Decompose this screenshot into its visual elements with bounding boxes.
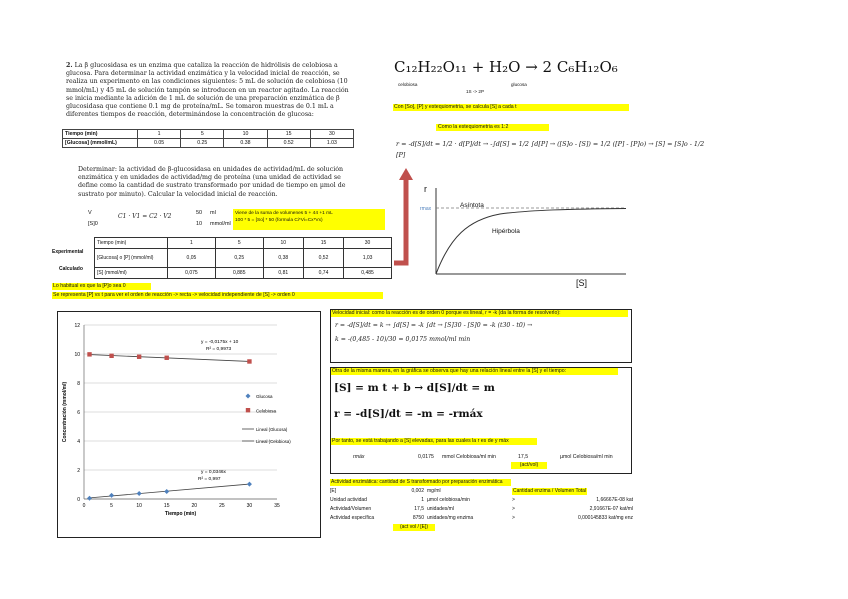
- trend-r2-celobiosa: R² = 0,9973: [206, 347, 232, 352]
- mix-note-box: [233, 209, 385, 230]
- mix-s0-label: [S]0: [88, 221, 98, 227]
- x-tick-label: 5: [110, 503, 113, 509]
- glucose-cell: 0,05: [168, 249, 216, 268]
- celobiosa-point: [165, 356, 169, 360]
- vel-inicial-hand-2: k = -(0,485 - 10)/30 = 0,0175 mmol/ml min: [335, 336, 471, 343]
- misma-eq-2: r = -d[S]/dt = -m = -rmáx: [334, 408, 483, 420]
- actividad-block: [330, 479, 635, 537]
- x-axis-title: Tiempo (min): [164, 511, 197, 517]
- problem-table-glucose-label: [Glucosa] (mmol/mL): [63, 139, 138, 148]
- mix-note-1: Viene de la suma de volumenes 5 + 44 +1 mL: [235, 211, 333, 216]
- y-tick-label: 0: [77, 497, 80, 503]
- problem-time-cell: 30: [310, 130, 353, 139]
- celobiosa-point: [87, 352, 91, 356]
- y-tick-label: 12: [74, 323, 80, 329]
- step-hand-equation: r = -d[S]/dt = 1/2 · d[P]/dt → -∫d[S] = 1/2 ∫d[P] → ([S]o - [S]) = 1/2 ([P] - [P]o) → [S] = [S]o - 1/2 [P]: [396, 140, 705, 159]
- rmax-symbol: rmáx: [353, 454, 365, 460]
- problem-glucose-cell: 0.52: [267, 139, 310, 148]
- glucosa-point: [109, 493, 114, 498]
- mm-asintota-label: Asíntota: [460, 202, 484, 209]
- data-header-cell: 10: [263, 238, 303, 249]
- problem-determine: Determinar: la actividad de β-glucosidasa en unidades de actividad/mL de solución enzimática y en unidades de actividad/mg de proteína (una unidad de actividad se define como la cantidad de sustrato transformado por unidad de tiempo en µmol de sustrato por minuto). Calcular la velocidad inicial de reacción.: [78, 166, 346, 198]
- mix-v-label: V: [88, 210, 92, 216]
- step-with-s0: Con [So], [P] y estequiometria, se calcula [S] a cada t: [393, 104, 629, 111]
- act-vol-label: (act/vol): [511, 462, 547, 469]
- trend-eq-glucosa: y = 0,0346x: [201, 470, 226, 475]
- problem-glucose-cell: 0.05: [138, 139, 181, 148]
- y-tick-label: 4: [77, 439, 80, 445]
- x-tick-label: 20: [191, 503, 198, 509]
- mm-y-label: r: [424, 184, 427, 194]
- legend-glucosa-marker: [246, 394, 251, 399]
- rmax-unit: mmol Celobiosa/ml min: [442, 454, 496, 460]
- rmax-value: 0,0175: [418, 454, 434, 460]
- mm-hiperbola-label: Hipérbola: [492, 228, 520, 235]
- problem-time-cell: 15: [267, 130, 310, 139]
- note-represent: Se representa [P] vs t para ver el orden de reacción -> recta -> velocidad independiente de [S] -> orden 0: [52, 292, 383, 299]
- concentration-chart: [58, 312, 320, 537]
- problem-text: La β glucosidasa es un enzima que cataliza la reacción de hidrólisis de celobiosa a glucosa. Para determinar la actividad enzimática y la velocidad inicial de reacción, se realiza un experimento en las condiciones siguientes: 5 mL de solución de celobiosa (10 mmol/mL) y 45 mL de solución tampón se introducen en un reactor agitado. La reacción se inicia mediante la adición de 1 mL de solución de una preparación enzimática de β glucosidasa que contiene 0.1 mg de proteína/mL. Se tomaron muestras de 0.1 mL a diferentes tiempos de reacción, determinándose la concentración de glucosa:: [66, 62, 349, 119]
- vel-inicial-box: [330, 309, 632, 363]
- x-tick-label: 0: [82, 503, 86, 509]
- act-row-value: 0,002: [411, 488, 424, 494]
- act-row-value: 17,5: [414, 506, 424, 512]
- s-cell: 0,885: [215, 268, 263, 279]
- s-row-label: [S] (mmol/ml): [95, 268, 168, 279]
- act-row-value: 8750: [412, 515, 424, 521]
- glucose-cell: 0,38: [263, 249, 303, 268]
- celobiosa-point: [247, 359, 251, 363]
- red-arrow: [392, 168, 422, 272]
- mm-rmax-label: rmax: [420, 206, 432, 212]
- reaction-glucosa: glucosa: [511, 82, 527, 87]
- glucosa-point: [164, 489, 169, 494]
- s-cell: 0,075: [168, 268, 216, 279]
- data-header-cell: 1: [168, 238, 216, 249]
- act-row-unit: unidades/mg enzima: [427, 515, 474, 521]
- act-row-value: 1: [421, 497, 424, 503]
- calculado-label: Calculado: [59, 266, 83, 272]
- rmax-unit-2: µmol Celobiosa/ml min: [560, 454, 613, 460]
- y-tick-label: 10: [74, 352, 80, 358]
- reaction-celobiosa: celobiosa: [398, 82, 418, 87]
- s-cell: 0,485: [344, 268, 392, 279]
- reaction-ratio: 1S -> 2P: [466, 89, 485, 94]
- legend-glucosa-label: Glucosa: [256, 394, 273, 399]
- act-right-value: 1,66667E-08 kat: [596, 497, 633, 503]
- glucose-cell: 1,03: [344, 249, 392, 268]
- act-row-unit: µmol celobiosa/min: [427, 497, 470, 503]
- glucose-cell: 0,52: [303, 249, 343, 268]
- legend-celobiosa-label: Celobiosa: [256, 408, 277, 414]
- act-right-label: >: [512, 506, 515, 512]
- data-table: [94, 237, 392, 279]
- mix-block: [88, 209, 233, 233]
- y-tick-label: 6: [77, 410, 80, 416]
- act-row-label: Unidad actividad: [330, 497, 367, 503]
- celobiosa-point: [109, 354, 113, 358]
- misma-box: [330, 367, 632, 474]
- act-row-label: Actividad específica: [330, 515, 375, 521]
- act-right-label: Cantidad enzima / Volumen Total: [513, 488, 587, 494]
- mix-v-value: 50: [196, 210, 203, 216]
- act-right-value: 0,000145833 kat/mg enz: [577, 515, 633, 521]
- chart-frame: [57, 311, 321, 538]
- mix-v-unit: ml: [210, 210, 216, 216]
- data-header-time: Tiempo (min): [95, 238, 168, 249]
- data-header-cell: 15: [303, 238, 343, 249]
- x-tick-label: 25: [219, 503, 225, 509]
- legend-celobiosa-marker: [246, 408, 250, 412]
- legend-trend-celobiosa-label: Lineal (Celobiosa): [256, 439, 291, 444]
- misma-conclusion: Por tanto, se está trabajando a [S] elevadas, para las cuales la r es de y máx: [331, 438, 537, 445]
- act-right-label: >: [512, 515, 515, 521]
- problem-time-cell: 1: [138, 130, 181, 139]
- y-axis-title: Concentración (mmol/ml): [62, 381, 68, 443]
- note-habitual: Lo habitual es que la [P]o sea 0: [52, 283, 151, 290]
- problem-table: [62, 129, 354, 148]
- mix-note-2: 100 * 5 = [So] * 50 (formula Ci*Vi=Cx*Vx): [235, 218, 323, 223]
- act-row-unit: unidades/ml: [427, 506, 454, 512]
- act-row-unit: mg/ml: [427, 488, 441, 494]
- trend-r2-glucosa: R² = 0,997: [198, 477, 221, 482]
- mm-sketch: [420, 182, 628, 292]
- problem-table-time-label: Tiempo (min): [63, 130, 138, 139]
- problem-glucose-cell: 1.03: [310, 139, 353, 148]
- celobiosa-point: [137, 355, 141, 359]
- vel-inicial-hand-1: r = -d[S]/dt = k → ∫d[S] = -k ∫dt → [S]30 - [S]0 = -k (t30 - t0) →: [335, 322, 533, 329]
- y-tick-label: 2: [77, 468, 80, 474]
- mix-s0-value: 10: [196, 221, 203, 227]
- step-stoich: Como la estequiometria es 1:2: [436, 124, 549, 131]
- reaction-equation: C₁₂H₂₂O₁₁ + H₂O → 2 C₆H₁₂O₆: [394, 58, 618, 76]
- y-tick-label: 8: [77, 381, 80, 387]
- experimental-label: Experimental: [52, 249, 84, 255]
- act-right-value: 2,91667E-07 kat/ml: [589, 506, 633, 512]
- glucosa-point: [137, 491, 142, 496]
- x-tick-label: 15: [163, 503, 170, 509]
- vel-inicial-title: Velocidad inicial: como la reacción es de orden 0 porque es lineal, r = -k (da la forma de resolverlo):: [331, 310, 628, 317]
- glucosa-point: [247, 482, 252, 487]
- misma-eq-1: [S] = m t + b → d[S]/dt = m: [334, 382, 495, 394]
- s-cell: 0,81: [263, 268, 303, 279]
- mix-formula: C1 · V1 = C2 · V2: [118, 213, 172, 220]
- data-header-cell: 30: [344, 238, 392, 249]
- s-cell: 0,74: [303, 268, 343, 279]
- act-e-label: (act vol / [E]): [393, 524, 435, 531]
- legend-trend-glucosa-label: Lineal (Glucosa): [256, 427, 288, 432]
- misma-title: Otra de la misma manera, en la gráfica se observa que hay una relación lineal entre la [S] y el tiempo:: [331, 368, 618, 375]
- glucosa-point: [87, 496, 92, 501]
- problem-time-cell: 10: [224, 130, 267, 139]
- act-row-label: [E]: [330, 488, 337, 494]
- mm-x-label: [S]: [576, 278, 588, 288]
- glucose-cell: 0,25: [215, 249, 263, 268]
- act-right-label: >: [512, 497, 515, 503]
- problem-glucose-cell: 0.25: [181, 139, 224, 148]
- trend-eq-celobiosa: y = -0,0175x + 10: [201, 340, 239, 345]
- problem-glucose-cell: 0.38: [224, 139, 267, 148]
- x-tick-label: 30: [246, 503, 253, 509]
- act-row-label: Actividad/Volumen: [330, 506, 372, 512]
- mix-s0-unit: mmol/ml: [210, 221, 231, 227]
- actividad-title: Actividad enzimática: cantidad de S transformado por preparación enzimática: [330, 479, 511, 486]
- x-tick-label: 10: [136, 503, 142, 509]
- x-tick-label: 35: [274, 503, 280, 509]
- rmax-value-2: 17,5: [518, 454, 529, 460]
- problem-time-cell: 5: [181, 130, 224, 139]
- mm-sketch-svg: [420, 182, 628, 292]
- glucose-row-label: [Glucosa] o [P] (mmol/ml): [95, 249, 168, 268]
- data-header-cell: 5: [215, 238, 263, 249]
- problem-number: 2.: [66, 62, 73, 69]
- problem-statement: [66, 62, 356, 119]
